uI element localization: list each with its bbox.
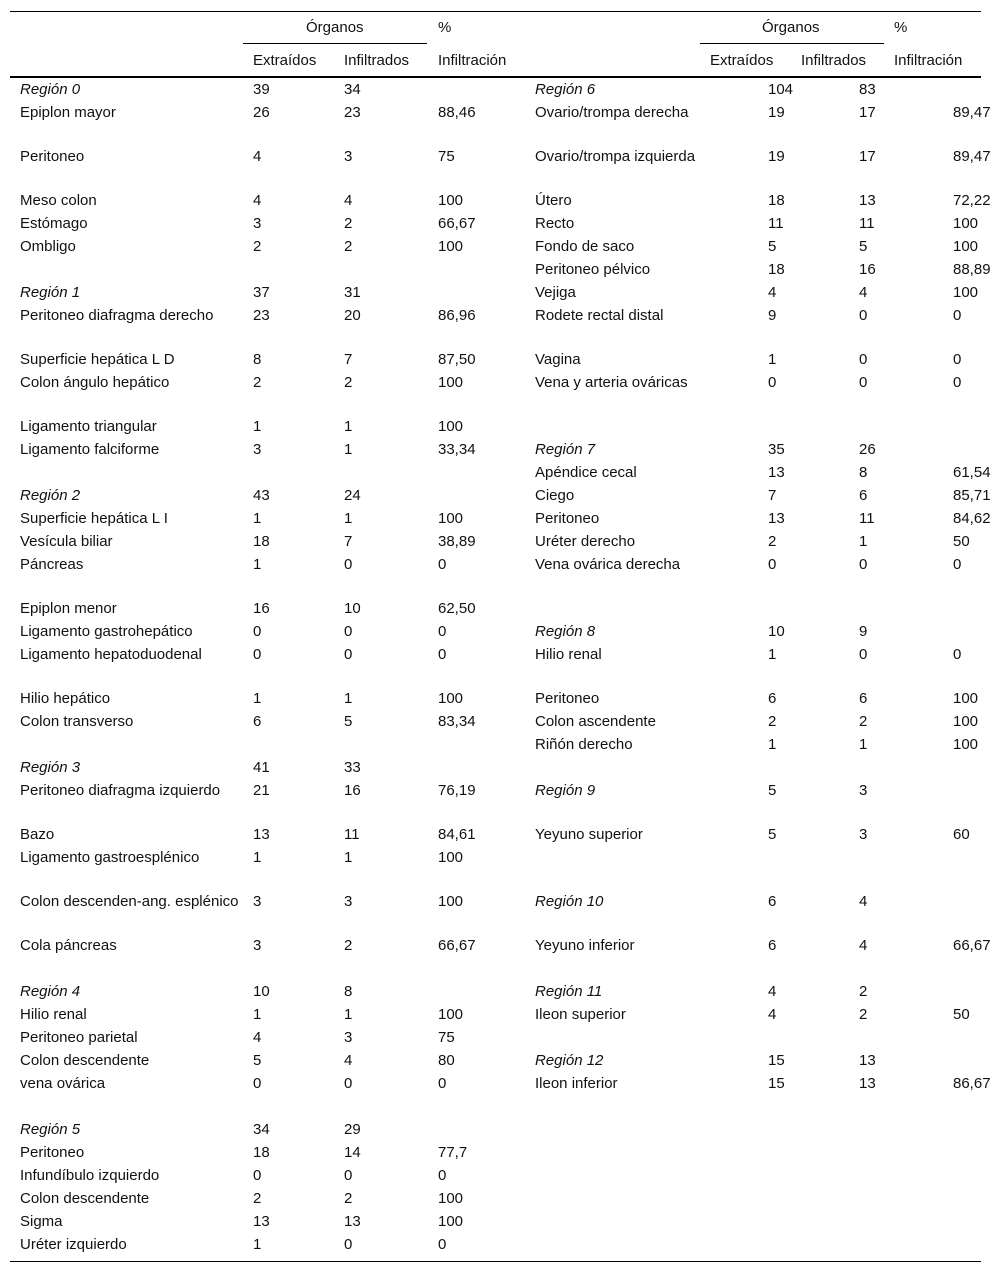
extraidos-value: 0	[253, 623, 262, 640]
infiltracion-value: 75	[438, 1029, 455, 1046]
infiltrados-value: 20	[344, 307, 361, 324]
extraidos-value: 23	[253, 307, 270, 324]
infiltrados-value: 8	[859, 464, 868, 481]
organ-name: Hilio hepático	[20, 690, 111, 707]
extraidos-value: 41	[253, 759, 270, 776]
extraidos-value: 9	[768, 307, 777, 324]
extraidos-value: 15	[768, 1075, 785, 1092]
organ-name: Vesícula biliar	[20, 533, 113, 550]
header-infiltracion-right: Infiltración	[894, 52, 963, 69]
infiltrados-value: 83	[859, 81, 876, 98]
infiltracion-value: 100	[438, 1190, 464, 1207]
organ-name: Ligamento hepatoduodenal	[20, 646, 202, 663]
extraidos-value: 2	[253, 238, 262, 255]
extraidos-value: 4	[768, 1006, 777, 1023]
organ-name: Ileon superior	[535, 1006, 626, 1023]
extraidos-value: 4	[768, 284, 777, 301]
organ-name: Sigma	[20, 1213, 63, 1230]
infiltracion-value: 100	[438, 1006, 464, 1023]
infiltracion-value: 86,96	[438, 307, 476, 324]
infiltrados-value: 17	[859, 148, 876, 165]
extraidos-value: 5	[768, 826, 777, 843]
extraidos-value: 1	[768, 351, 777, 368]
infiltrados-value: 4	[859, 284, 868, 301]
infiltracion-value: 100	[438, 238, 464, 255]
header-organos-right: Órganos	[762, 19, 820, 36]
organ-name: Peritoneo	[20, 148, 85, 165]
infiltrados-value: 2	[344, 374, 353, 391]
organ-name: Uréter derecho	[535, 533, 636, 550]
extraidos-value: 18	[768, 192, 785, 209]
header-pct-right: %	[894, 19, 908, 36]
infiltracion-value: 0	[438, 646, 447, 663]
infiltrados-value: 3	[859, 826, 868, 843]
infiltracion-value: 100	[953, 215, 979, 232]
infiltrados-value: 4	[859, 893, 868, 910]
infiltrados-value: 5	[859, 238, 868, 255]
organ-name: Yeyuno inferior	[535, 937, 635, 954]
organ-name: Vejiga	[535, 284, 576, 301]
infiltracion-value: 38,89	[438, 533, 476, 550]
organ-name: Uréter izquierdo	[20, 1236, 127, 1253]
infiltrados-value: 11	[344, 826, 360, 843]
infiltrados-value: 11	[859, 510, 875, 527]
infiltrados-value: 6	[859, 487, 868, 504]
extraidos-value: 19	[768, 148, 785, 165]
infiltracion-value: 100	[438, 690, 464, 707]
extraidos-value: 6	[253, 713, 262, 730]
infiltracion-value: 100	[953, 284, 979, 301]
infiltrados-value: 0	[344, 1075, 353, 1092]
organ-name: Ligamento gastrohepático	[20, 623, 193, 640]
infiltrados-value: 4	[859, 937, 868, 954]
infiltrados-value: 1	[344, 690, 353, 707]
extraidos-value: 13	[253, 1213, 270, 1230]
region-label: Región 2	[20, 487, 81, 504]
region-label: Región 12	[535, 1052, 604, 1069]
organ-name: Peritoneo parietal	[20, 1029, 138, 1046]
infiltrados-value: 0	[344, 646, 353, 663]
organ-name: Peritoneo	[535, 510, 600, 527]
infiltrados-value: 1	[344, 418, 353, 435]
infiltrados-value: 2	[344, 215, 353, 232]
extraidos-value: 13	[768, 464, 785, 481]
organ-name: Colon ascendente	[535, 713, 656, 730]
infiltracion-value: 0	[438, 623, 447, 640]
organ-name: Páncreas	[20, 556, 84, 573]
organ-name: Ombligo	[20, 238, 76, 255]
infiltrados-value: 0	[859, 646, 868, 663]
extraidos-value: 21	[253, 782, 270, 799]
extraidos-value: 5	[253, 1052, 262, 1069]
infiltrados-value: 10	[344, 600, 361, 617]
header-infiltrados-right: Infiltrados	[801, 52, 867, 69]
infiltrados-value: 1	[344, 1006, 353, 1023]
organ-name: Rodete rectal distal	[535, 307, 664, 324]
infiltrados-value: 7	[344, 533, 353, 550]
infiltrados-value: 2	[859, 1006, 868, 1023]
infiltracion-value: 0	[438, 1167, 447, 1184]
extraidos-value: 3	[253, 441, 262, 458]
infiltracion-value: 0	[953, 307, 962, 324]
extraidos-value: 2	[253, 1190, 262, 1207]
infiltrados-value: 8	[344, 983, 353, 1000]
extraidos-value: 4	[253, 192, 262, 209]
infiltrados-value: 0	[344, 1236, 353, 1253]
organ-name: Superficie hepática L D	[20, 351, 175, 368]
extraidos-value: 2	[768, 713, 777, 730]
infiltrados-value: 3	[859, 782, 868, 799]
infiltrados-value: 3	[344, 893, 353, 910]
extraidos-value: 16	[253, 600, 270, 617]
infiltracion-value: 0	[438, 1236, 447, 1253]
infiltrados-value: 11	[859, 215, 875, 232]
header-extraidos-right: Extraídos	[710, 52, 774, 69]
infiltrados-value: 1	[344, 441, 353, 458]
infiltracion-value: 84,62	[953, 510, 991, 527]
organ-name: Útero	[535, 192, 572, 209]
infiltracion-value: 100	[953, 736, 979, 753]
header-pct-left: %	[438, 19, 452, 36]
organ-name: Riñón derecho	[535, 736, 633, 753]
infiltracion-value: 66,67	[438, 215, 476, 232]
infiltracion-value: 100	[438, 893, 464, 910]
header-infiltrados-left: Infiltrados	[344, 52, 410, 69]
extraidos-value: 13	[768, 510, 785, 527]
extraidos-value: 26	[253, 104, 270, 121]
infiltracion-value: 0	[953, 351, 962, 368]
extraidos-value: 1	[768, 736, 777, 753]
infiltrados-value: 0	[344, 623, 353, 640]
organ-name: Peritoneo diafragma derecho	[20, 307, 214, 324]
organ-name: Bazo	[20, 826, 55, 843]
infiltrados-value: 24	[344, 487, 361, 504]
infiltrados-value: 2	[859, 983, 868, 1000]
organ-name: Meso colon	[20, 192, 97, 209]
organ-name: Colon descenden-ang. esplénico	[20, 893, 239, 910]
organ-name: Ligamento falciforme	[20, 441, 160, 458]
extraidos-value: 5	[768, 238, 777, 255]
extraidos-value: 104	[768, 81, 794, 98]
table-header-rule	[10, 76, 981, 78]
infiltrados-value: 26	[859, 441, 876, 458]
infiltrados-value: 0	[344, 1167, 353, 1184]
organ-name: Recto	[535, 215, 575, 232]
region-label: Región 6	[535, 81, 596, 98]
region-label: Región 7	[535, 441, 596, 458]
extraidos-value: 18	[253, 1144, 270, 1161]
extraidos-value: 10	[253, 983, 270, 1000]
infiltrados-value: 2	[859, 713, 868, 730]
organ-name: Colon descendente	[20, 1052, 150, 1069]
organ-name: Vena ovárica derecha	[535, 556, 681, 573]
organ-name: Ciego	[535, 487, 575, 504]
extraidos-value: 35	[768, 441, 785, 458]
extraidos-value: 1	[253, 690, 262, 707]
extraidos-value: 8	[253, 351, 262, 368]
infiltracion-value: 89,47	[953, 104, 991, 121]
infiltracion-value: 100	[953, 238, 979, 255]
infiltrados-value: 34	[344, 81, 361, 98]
infiltracion-value: 60	[953, 826, 970, 843]
extraidos-value: 6	[768, 937, 777, 954]
infiltrados-value: 5	[344, 713, 353, 730]
infiltrados-value: 13	[859, 192, 876, 209]
organ-name: Peritoneo	[535, 690, 600, 707]
infiltrados-value: 3	[344, 1029, 353, 1046]
extraidos-value: 2	[768, 533, 777, 550]
infiltracion-value: 50	[953, 533, 970, 550]
infiltrados-value: 29	[344, 1121, 361, 1138]
organ-name: Ovario/trompa izquierda	[535, 148, 696, 165]
infiltrados-value: 6	[859, 690, 868, 707]
infiltrados-value: 1	[859, 736, 868, 753]
extraidos-value: 19	[768, 104, 785, 121]
infiltracion-value: 0	[953, 646, 962, 663]
organ-name: Epiplon mayor	[20, 104, 116, 121]
header-infiltracion-left: Infiltración	[438, 52, 507, 69]
infiltracion-value: 0	[953, 374, 962, 391]
extraidos-value: 4	[253, 1029, 262, 1046]
infiltracion-value: 88,46	[438, 104, 476, 121]
infiltracion-value: 100	[438, 1213, 464, 1230]
extraidos-value: 1	[253, 556, 262, 573]
infiltracion-value: 33,34	[438, 441, 476, 458]
header-group-underline-left	[243, 43, 427, 44]
infiltrados-value: 14	[344, 1144, 361, 1161]
header-extraidos-left: Extraídos	[253, 52, 317, 69]
infiltrados-value: 13	[859, 1075, 876, 1092]
extraidos-value: 43	[253, 487, 270, 504]
extraidos-value: 1	[253, 1006, 262, 1023]
extraidos-value: 0	[768, 374, 777, 391]
region-label: Región 3	[20, 759, 81, 776]
infiltrados-value: 0	[344, 556, 353, 573]
region-label: Región 1	[20, 284, 81, 301]
extraidos-value: 0	[768, 556, 777, 573]
infiltrados-value: 2	[344, 1190, 353, 1207]
organ-name: Yeyuno superior	[535, 826, 643, 843]
infiltracion-value: 100	[953, 690, 979, 707]
infiltracion-value: 76,19	[438, 782, 476, 799]
region-label: Región 10	[535, 893, 604, 910]
infiltracion-value: 100	[438, 849, 464, 866]
infiltracion-value: 66,67	[438, 937, 476, 954]
organ-name: Vena y arteria ováricas	[535, 374, 688, 391]
infiltracion-value: 72,22	[953, 192, 991, 209]
infiltracion-value: 100	[953, 713, 979, 730]
infiltracion-value: 83,34	[438, 713, 476, 730]
infiltrados-value: 31	[344, 284, 361, 301]
infiltrados-value: 4	[344, 192, 353, 209]
infiltracion-value: 75	[438, 148, 455, 165]
organ-name: Estómago	[20, 215, 88, 232]
extraidos-value: 1	[253, 418, 262, 435]
extraidos-value: 5	[768, 782, 777, 799]
extraidos-value: 13	[253, 826, 270, 843]
extraidos-value: 34	[253, 1121, 270, 1138]
header-group-underline-right	[700, 43, 884, 44]
infiltracion-value: 66,67	[953, 937, 991, 954]
header-organos-left: Órganos	[306, 19, 364, 36]
infiltracion-value: 86,67	[953, 1075, 991, 1092]
infiltracion-value: 100	[438, 510, 464, 527]
extraidos-value: 15	[768, 1052, 785, 1069]
infiltrados-value: 7	[344, 351, 353, 368]
organ-name: Hilio renal	[20, 1006, 87, 1023]
extraidos-value: 37	[253, 284, 270, 301]
infiltracion-value: 77,7	[438, 1144, 468, 1161]
extraidos-value: 3	[253, 215, 262, 232]
organ-name: Peritoneo pélvico	[535, 261, 651, 278]
infiltrados-value: 1	[859, 533, 868, 550]
extraidos-value: 1	[253, 510, 262, 527]
organ-name: Hilio renal	[535, 646, 602, 663]
table-top-rule	[10, 11, 981, 12]
organ-name: Colon descendente	[20, 1190, 150, 1207]
infiltrados-value: 2	[344, 937, 353, 954]
extraidos-value: 18	[253, 533, 270, 550]
infiltracion-value: 62,50	[438, 600, 476, 617]
infiltrados-value: 0	[859, 351, 868, 368]
infiltracion-value: 0	[438, 556, 447, 573]
organ-name: Infundíbulo izquierdo	[20, 1167, 160, 1184]
organ-name: Colon ángulo hepático	[20, 374, 170, 391]
infiltracion-value: 87,50	[438, 351, 476, 368]
region-label: Región 4	[20, 983, 81, 1000]
infiltrados-value: 1	[344, 510, 353, 527]
organ-name: Peritoneo	[20, 1144, 85, 1161]
organ-name: Ligamento gastroesplénico	[20, 849, 200, 866]
extraidos-value: 1	[253, 849, 262, 866]
infiltracion-value: 61,54	[953, 464, 991, 481]
organ-name: vena ovárica	[20, 1075, 106, 1092]
infiltrados-value: 33	[344, 759, 361, 776]
organ-name: Ileon inferior	[535, 1075, 618, 1092]
extraidos-value: 11	[768, 215, 784, 232]
extraidos-value: 1	[768, 646, 777, 663]
table-bottom-rule	[10, 1261, 981, 1262]
infiltracion-value: 88,89	[953, 261, 991, 278]
organ-name: Cola páncreas	[20, 937, 117, 954]
organ-name: Ligamento triangular	[20, 418, 157, 435]
extraidos-value: 39	[253, 81, 270, 98]
organ-name: Vagina	[535, 351, 581, 368]
region-label: Región 9	[535, 782, 596, 799]
infiltracion-value: 100	[438, 418, 464, 435]
infiltrados-value: 16	[344, 782, 361, 799]
organ-name: Apéndice cecal	[535, 464, 637, 481]
organ-name: Superficie hepática L I	[20, 510, 168, 527]
extraidos-value: 6	[768, 690, 777, 707]
infiltrados-value: 13	[859, 1052, 876, 1069]
infiltracion-value: 0	[953, 556, 962, 573]
extraidos-value: 0	[253, 646, 262, 663]
infiltrados-value: 9	[859, 623, 868, 640]
extraidos-value: 3	[253, 937, 262, 954]
extraidos-value: 7	[768, 487, 777, 504]
infiltracion-value: 50	[953, 1006, 970, 1023]
region-label: Región 8	[535, 623, 596, 640]
extraidos-value: 1	[253, 1236, 262, 1253]
infiltracion-value: 0	[438, 1075, 447, 1092]
infiltrados-value: 13	[344, 1213, 361, 1230]
extraidos-value: 0	[253, 1075, 262, 1092]
infiltrados-value: 3	[344, 148, 353, 165]
infiltrados-value: 0	[859, 307, 868, 324]
infiltrados-value: 1	[344, 849, 353, 866]
organ-name: Epiplon menor	[20, 600, 117, 617]
extraidos-value: 4	[253, 148, 262, 165]
extraidos-value: 4	[768, 983, 777, 1000]
infiltrados-value: 23	[344, 104, 361, 121]
organ-name: Fondo de saco	[535, 238, 635, 255]
infiltrados-value: 4	[344, 1052, 353, 1069]
extraidos-value: 0	[253, 1167, 262, 1184]
organ-name: Ovario/trompa derecha	[535, 104, 689, 121]
infiltracion-value: 100	[438, 192, 464, 209]
infiltracion-value: 85,71	[953, 487, 991, 504]
infiltrados-value: 2	[344, 238, 353, 255]
extraidos-value: 10	[768, 623, 785, 640]
extraidos-value: 3	[253, 893, 262, 910]
extraidos-value: 2	[253, 374, 262, 391]
infiltracion-value: 84,61	[438, 826, 476, 843]
extraidos-value: 18	[768, 261, 785, 278]
organ-name: Colon transverso	[20, 713, 134, 730]
region-label: Región 0	[20, 81, 81, 98]
infiltrados-value: 0	[859, 374, 868, 391]
region-label: Región 5	[20, 1121, 81, 1138]
infiltrados-value: 17	[859, 104, 876, 121]
extraidos-value: 6	[768, 893, 777, 910]
infiltracion-value: 80	[438, 1052, 455, 1069]
infiltracion-value: 100	[438, 374, 464, 391]
infiltracion-value: 89,47	[953, 148, 991, 165]
infiltrados-value: 0	[859, 556, 868, 573]
organ-name: Peritoneo diafragma izquierdo	[20, 782, 221, 799]
infiltrados-value: 16	[859, 261, 876, 278]
region-label: Región 11	[535, 983, 603, 1000]
